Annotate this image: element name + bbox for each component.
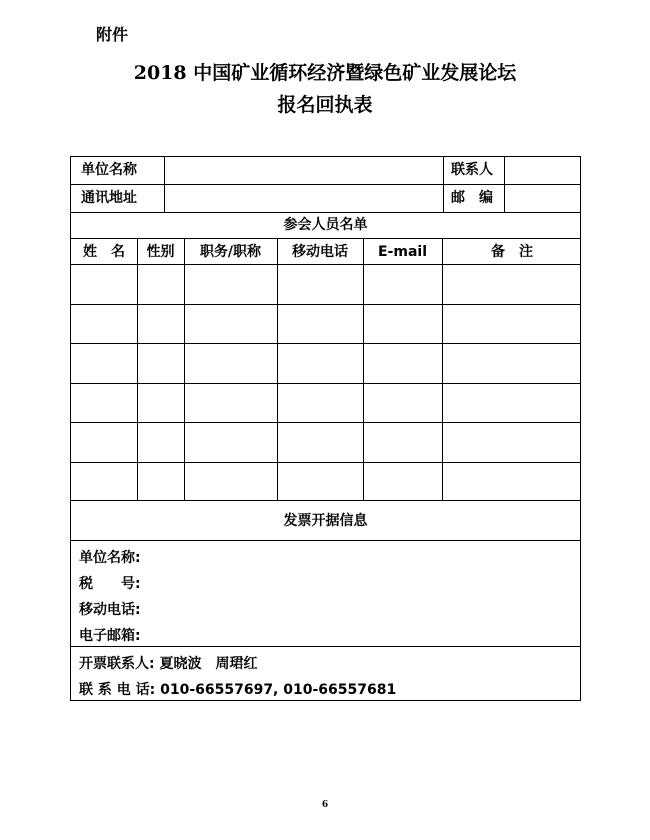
col-divider	[442, 238, 443, 500]
col-header-email: E-mail	[377, 244, 427, 260]
col-header-remarks: 备 注	[491, 244, 533, 260]
row-divider	[71, 540, 580, 541]
contact-label: 联系人	[451, 162, 493, 178]
col-divider	[184, 238, 185, 500]
postcode-label: 邮 编	[451, 190, 493, 206]
annex-label: 附件	[96, 25, 129, 44]
row-divider	[71, 646, 580, 647]
form-title: 2018 中国矿业循环经济暨绿色矿业发展论坛	[133, 62, 517, 84]
row-divider	[71, 500, 580, 501]
invoice-unit-name-label: 单位名称:	[79, 550, 141, 566]
participants-section-title: 参会人员名单	[283, 217, 368, 233]
row-divider	[71, 212, 580, 213]
invoice-tax-no-label: 税 号:	[79, 576, 141, 592]
col-divider	[164, 157, 165, 212]
col-header-gender: 性别	[146, 244, 175, 260]
col-header-mobile: 移动电话	[292, 244, 348, 260]
invoice-contact-person: 开票联系人: 夏晓波 周珺红	[79, 656, 258, 672]
row-divider	[71, 238, 580, 239]
row-divider	[71, 462, 580, 463]
col-header-name: 姓 名	[83, 244, 125, 260]
page-number: 6	[321, 800, 329, 810]
row-divider	[71, 383, 580, 384]
registration-form-table	[70, 156, 581, 701]
address-label: 通讯地址	[81, 190, 137, 206]
invoice-mobile-label: 移动电话:	[79, 602, 141, 618]
col-header-position: 职务/职称	[199, 244, 262, 260]
col-divider	[277, 238, 278, 500]
invoice-contact-phone: 联 系 电 话: 010-66557697, 010-66557681	[79, 682, 397, 698]
col-divider	[363, 238, 364, 500]
invoice-section-title: 发票开据信息	[283, 513, 368, 529]
unit-name-label: 单位名称	[81, 162, 137, 178]
row-divider	[71, 422, 580, 423]
col-divider	[504, 157, 505, 212]
row-divider	[71, 304, 580, 305]
col-divider	[137, 238, 138, 500]
col-divider	[443, 157, 444, 212]
form-subtitle: 报名回执表	[277, 94, 373, 116]
row-divider	[71, 264, 580, 265]
invoice-email-label: 电子邮箱:	[79, 628, 141, 644]
row-divider	[71, 343, 580, 344]
